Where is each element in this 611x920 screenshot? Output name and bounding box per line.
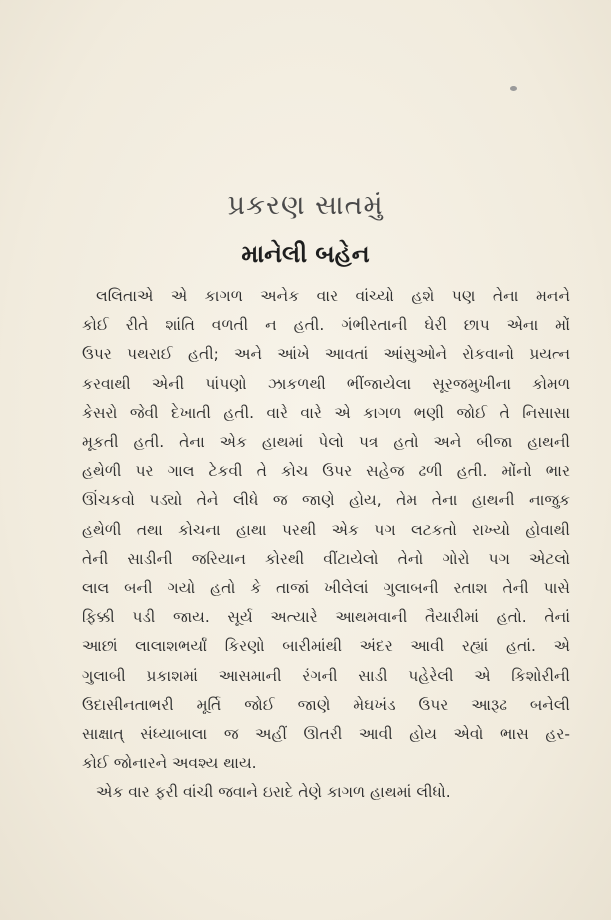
paragraph-line: તેની સાડીની જરિયાન કોરથી વીંટાયેલો તેનો ગોરો પગ એટલો xyxy=(82,549,570,568)
paragraph-line: ઉપર પથરાઈ હતી; અને આંખે આવતાં આંસુઓને રોકવાનો પ્રયત્ન xyxy=(82,345,570,364)
paragraph-line: કોઈ રીતે શાંતિ વળતી ન હતી. ગંભીરતાની ઘેરી છાપ એના મોં xyxy=(82,316,570,335)
body-text xyxy=(82,282,570,808)
paragraph-line: કરવાથી એની પાંપણો ઝાકળથી ભીંજાયેલા સૂરજમુખીના કોમળ xyxy=(82,374,570,393)
paragraph-line: મૂકતી હતી. તેના એક હાથમાં પેલો પત્ર હતો અને બીજા હાથની xyxy=(82,433,570,452)
paragraph-line: કોઈ જોનારને અવશ્ય થાય. xyxy=(82,754,257,773)
paragraph-line: ઉદાસીનતાભરી મૂર્તિ જોઈ જાણે મેઘખંડ ઉપર આરૂઢ બનેલી xyxy=(82,695,570,714)
chapter-title: પ્રકરણ સાતમું xyxy=(227,190,384,221)
paragraph-line: એક વાર ફરી વાંચી જવાને ઇરાદે તેણે કાગળ હાથમાં લીધો. xyxy=(96,783,451,802)
paragraph-line: લલિતાએ એ કાગળ અનેક વાર વાંચ્યો હશે પણ તેના મનને xyxy=(96,287,570,305)
paragraph-line: ઊંચકવો પડ્યો તેને લીધે જ જાણે હોય, તેમ તેના હાથની નાજુક xyxy=(82,491,570,510)
paragraph-line: કેસરો જેવી દેખાતી હતી. વારે વારે એ કાગળ ભણી જોઈ તે નિસાસા xyxy=(82,403,570,422)
paragraph-line: ગુલાબી પ્રકાશમાં આસમાની રંગની સાડી પહેરેલી એ કિશોરીની xyxy=(82,666,570,685)
paragraph-line: ફિક્કી પડી જાય. સૂર્ય અત્યારે આથમવાની તૈયારીમાં હતો. તેનાં xyxy=(82,608,570,627)
paragraph-line: આછાં લાલાશભર્યાં કિરણો બારીમાંથી અંદર આવી રહ્યાં હતાં. એ xyxy=(82,637,570,656)
paragraph-line: લાલ બની ગયો હતો કે તાજાં ખીલેલાં ગુલાબની રતાશ તેની પાસે xyxy=(82,579,570,598)
section-title: માનેલી બહેન xyxy=(241,240,370,268)
paragraph-line: સાક્ષાત્ સંધ્યાબાલા જ અહીં ઊતરી આવી હોય એવો ભાસ હર- xyxy=(82,725,570,744)
ink-speck xyxy=(510,86,517,91)
paragraph-line: હથેળી તથા કોચના હાથા પરથી એક પગ લટકતો રાખ્યો હોવાથી xyxy=(82,520,570,539)
paragraph-line: હથેળી પર ગાલ ટેકવી તે કોચ ઉપર સહેજ ઢળી હતી. મોંનો ભાર xyxy=(82,462,570,481)
